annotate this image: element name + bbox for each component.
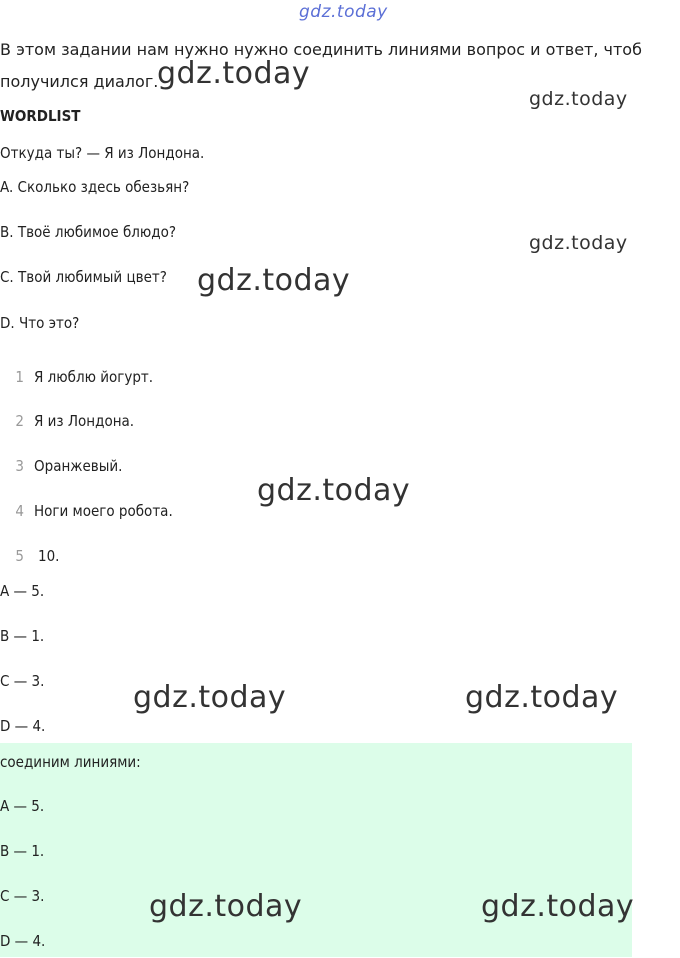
watermark: gdz.today (149, 889, 303, 924)
watermark-top: gdz.today (299, 2, 388, 22)
wordlist-heading: WORDLIST (0, 107, 81, 125)
watermark: gdz.today (157, 56, 311, 91)
match-b: B — 1. (0, 627, 45, 645)
answer-text: Ноги моего робота. (34, 502, 173, 520)
answer-item (0, 367, 153, 387)
answer-number: 3 (15, 457, 24, 475)
answer-text: Я из Лондона. (34, 412, 135, 430)
intro-paragraph: В этом задании нам нужно нужно соединить линиями вопрос и ответ, чтоб получился диалог. (0, 40, 642, 91)
watermark: gdz.today (465, 680, 619, 715)
answer-text: Я люблю йогурт. (34, 368, 154, 386)
answer-number: 5 (15, 547, 24, 565)
watermark: gdz.today (481, 889, 635, 924)
match-a: A — 5. (0, 582, 45, 600)
answer-item (0, 501, 173, 521)
question-b: B. Твоё любимое блюдо? (0, 223, 177, 241)
question-c: C. Твой любимый цвет? (0, 268, 167, 286)
answer-box-title: соединим линиями: (0, 753, 141, 771)
answer-box-match-a: A — 5. (0, 797, 45, 815)
answer-number: 4 (15, 502, 24, 520)
watermark: gdz.today (133, 680, 287, 715)
watermark: gdz.today (529, 232, 628, 254)
match-c: C — 3. (0, 672, 45, 690)
example-line: Откуда ты? — Я из Лондона. (0, 144, 205, 162)
answer-item (0, 546, 59, 566)
answer-number: 1 (15, 368, 24, 386)
answer-text: Оранжевый. (34, 457, 123, 475)
answer-box (0, 743, 635, 957)
answer-box-match-b: B — 1. (0, 842, 45, 860)
answer-number: 2 (15, 412, 24, 430)
match-d: D — 4. (0, 717, 46, 735)
watermark: gdz.today (529, 88, 628, 110)
watermark: gdz.today (257, 473, 411, 508)
question-d: D. Что это? (0, 314, 80, 332)
watermark: gdz.today (197, 263, 351, 298)
answer-item (0, 411, 134, 431)
answer-text: 10. (38, 547, 60, 565)
question-a: A. Сколько здесь обезьян? (0, 178, 190, 196)
answer-box-match-c: C — 3. (0, 887, 45, 905)
answer-item (0, 456, 122, 476)
answer-box-match-d: D — 4. (0, 932, 46, 950)
